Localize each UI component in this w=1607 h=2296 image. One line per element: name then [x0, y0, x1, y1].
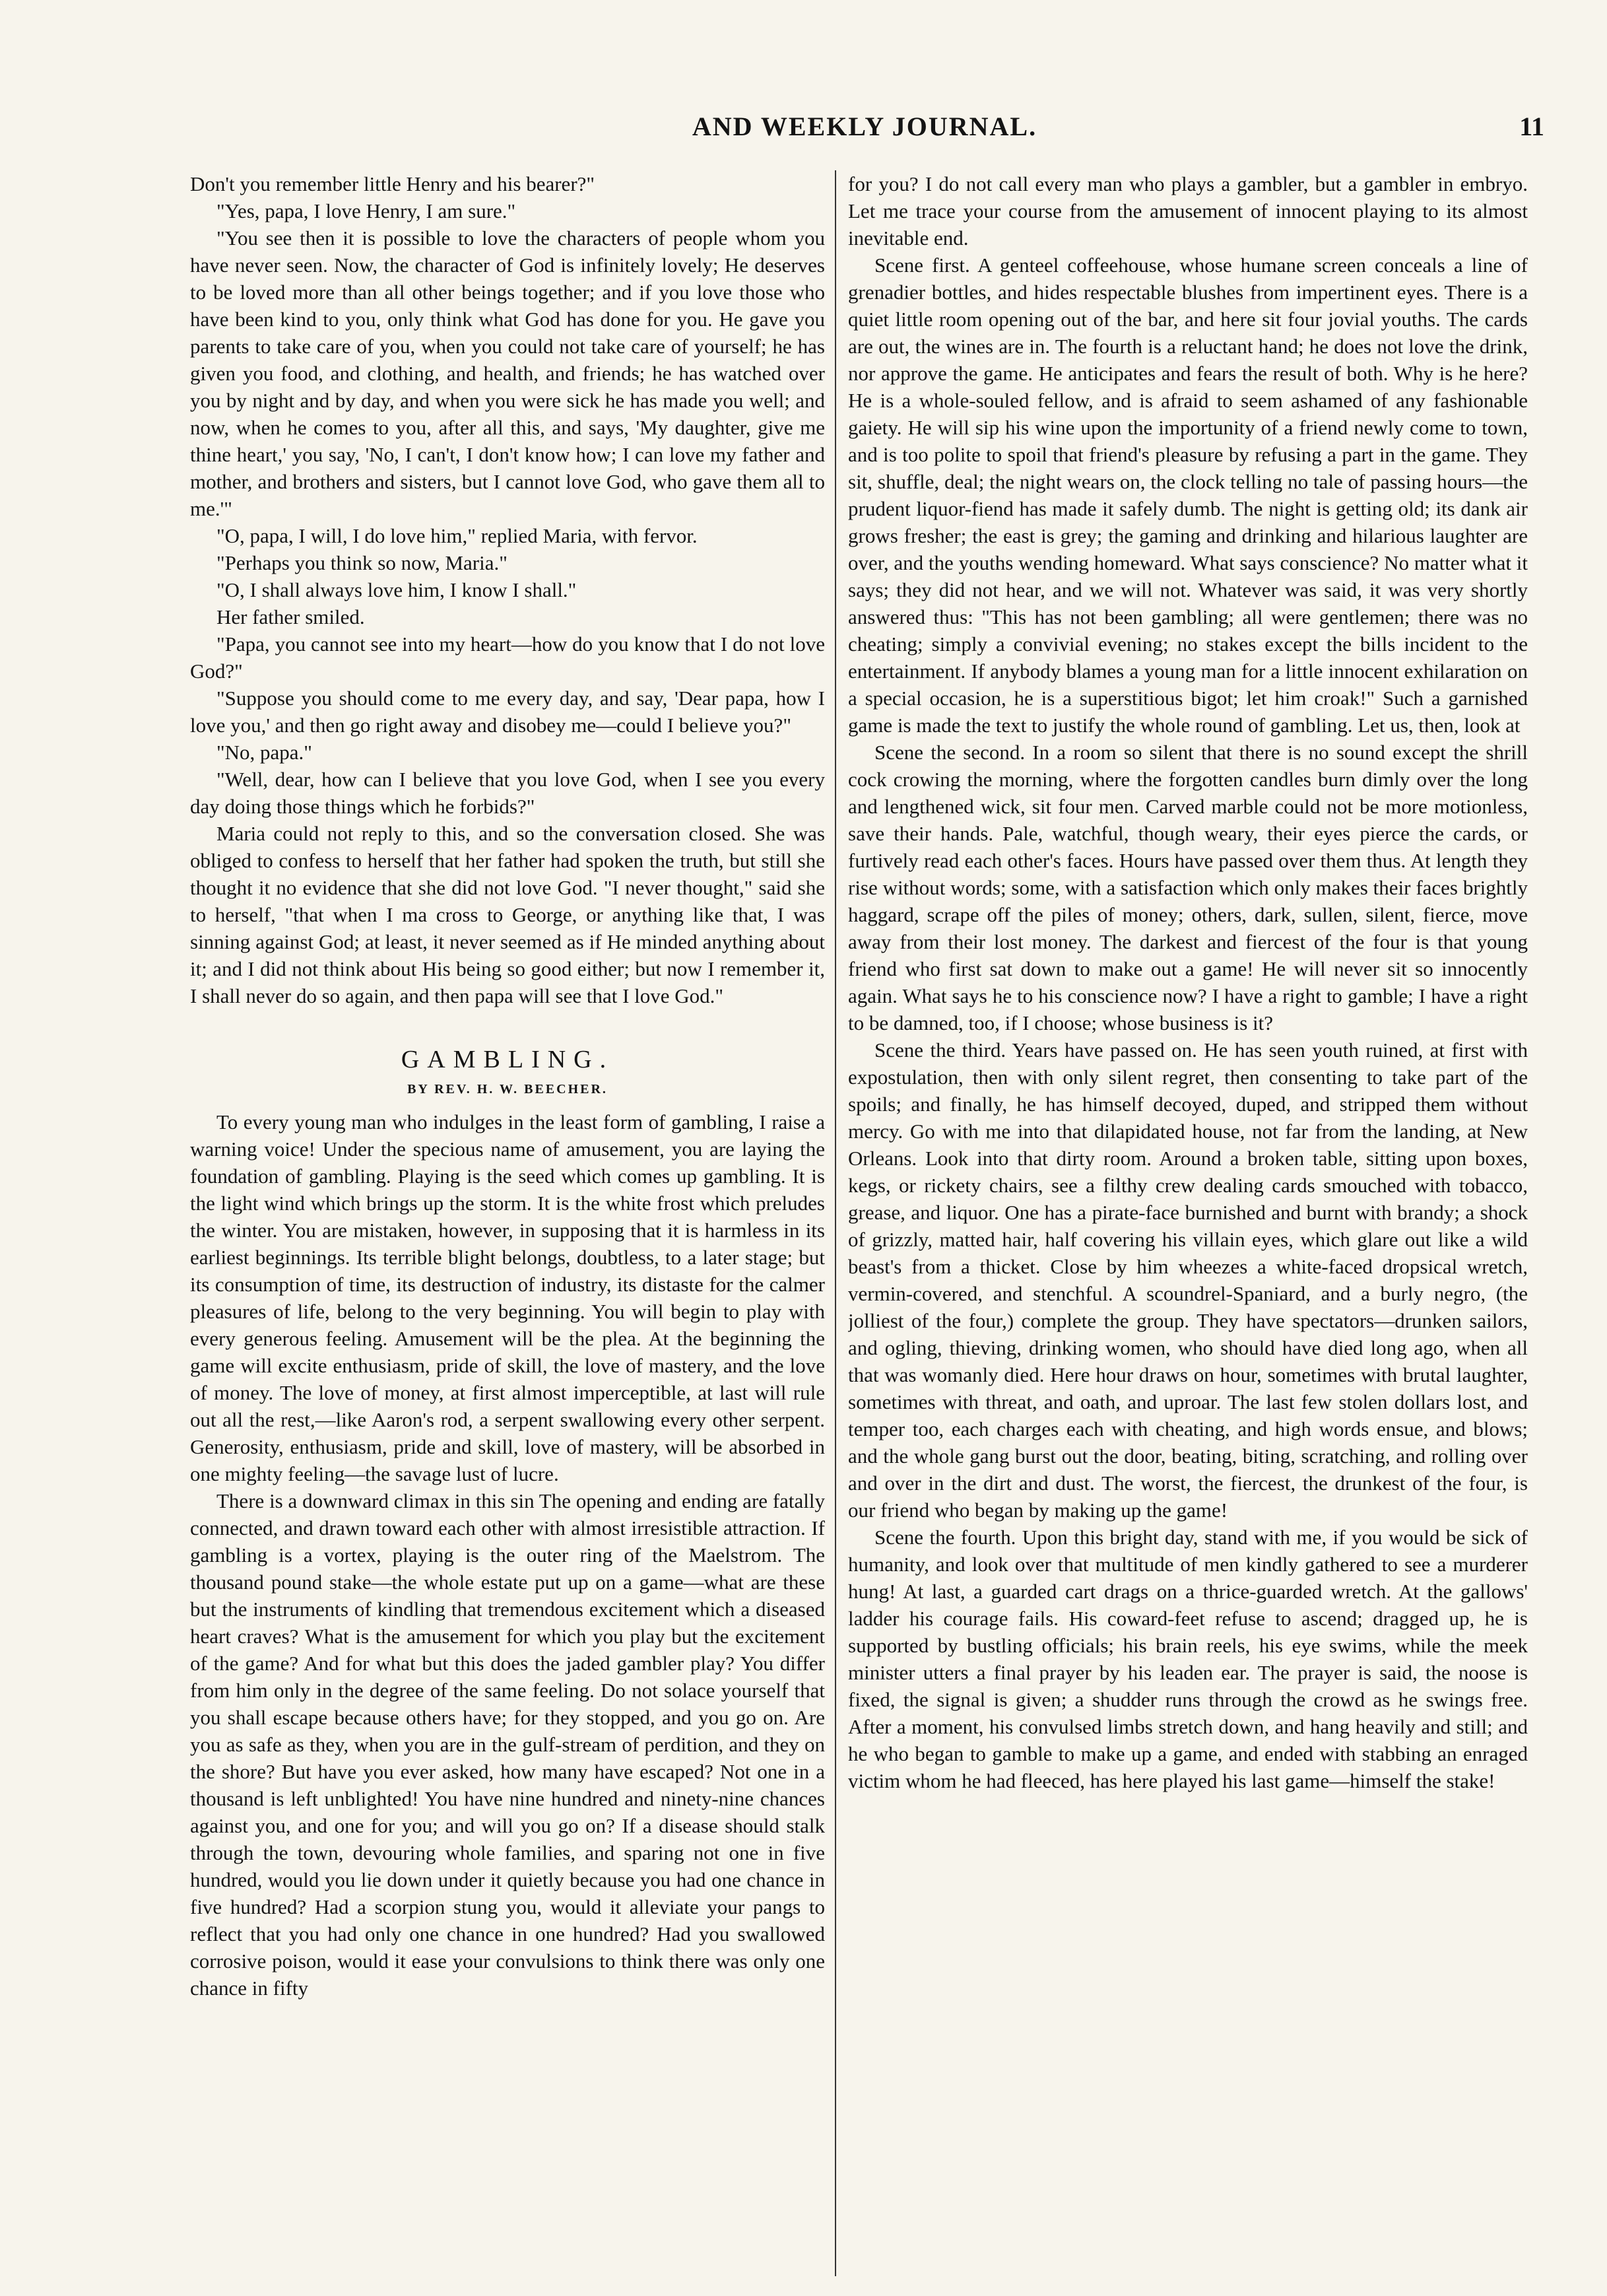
story-paragraph: "Suppose you should come to me every day, and say, 'Dear papa, how I love you,' and then go right away and disobey me—could I believe you?" — [190, 687, 825, 737]
article-title: GAMBLING. — [401, 1046, 614, 1073]
story-paragraph: "You see then it is possible to love the characters of people whom you have never seen. Now, the character of God is infinitely lovely; He deserves to be loved more than all other beings together; and if you love those who have been kind to you, only think what God has done for you. He gave you parents to take care of you, when you could not take care of yourself; he has given you food, and clothing, and health, and friends; he has watched over you by night and by day, and when you were sick he has made you well; and now, when he comes to you, after all this, and says, 'My daughter, give me thine heart,' you say, 'No, I can't, I don't know how; I can love my father and mother, and brothers and sisters, but I cannot love God, who gave them all to me.'" — [190, 226, 825, 520]
left-column — [190, 170, 825, 2250]
story-paragraph: Maria could not reply to this, and so the conversation closed. She was obliged to confess to herself that her father had spoken the truth, but still she thought it no evidence that she did not love God. "I never thought," said she to herself, "that when I ma cross to George, or anything like that, I was sinning against God; at least, it never seemed as if He minded anything about it; and I did not think about His being so good either; but now I remember it, I shall never do so again, and then papa will see that I love God." — [190, 822, 825, 1007]
article-paragraph: There is a downward climax in this sin The opening and ending are fatally connected, and drawn toward each other with almost irresistible attraction. If gambling is a vortex, playing is the outer ring of the Maelstrom. The thousand pound stake—the whole estate put up on a game—what are these but the instruments of kindling that tremendous excitement which a diseased heart craves? What is the amusement for which you play but the excitement of the game? And for what but this does the jaded gambler play? You differ from him only in the degree of the same feeling. Do not solace yourself that you shall escape because others have; for they stopped, and you go on. Are you as safe as they, when you are in the gulf-stream of perdition, and they on the shore? But have you ever asked, how many have escaped? Not one in a thousand is left unblighted! You have nine hundred and ninety-nine chances against you, and one for you; and will you go on? If a disease should stalk through the town, devouring whole families, and sparing not one in five hundred, would you lie down under it quietly because you had one chance in five hundred? Had a scorpion stung you, would it alleviate your pangs to reflect that you had only one chance in one hundred? Had you swallowed corrosive poison, would it ease your convulsions to think there was only one chance in fifty — [190, 1489, 825, 2000]
story-paragraph: Don't you remember little Henry and his bearer?" — [190, 172, 595, 195]
article-paragraph: Scene the second. In a room so silent that there is no sound except the shrill cock crowing the morning, where the forgotten candles burn dimly over the long and lengthened wick, sit four men. Carved marble could not be more motionless, save their hands. Pale, watchful, though weary, their eyes pierce the cards, or furtively read each other's faces. Hours have passed over them thus. At length they rise without words; some, with a satisfaction which only makes their faces brightly haggard, scrape off the piles of money; others, dark, sullen, silent, fierce, move away from their lost money. The darkest and fiercest of the four is that young friend who first sat down to make out a game! He will never sit so innocently again. What says he to his conscience now? I have a right to gamble; I have a right to be damned, too, if I choose; whose business is it? — [848, 741, 1528, 1034]
article-paragraph: for you? I do not call every man who plays a gambler, but a gambler in embryo. Let me trace your course from the amusement of innocent playing to its almost inevitable end. — [848, 172, 1528, 250]
article-byline: BY REV. H. W. BEECHER. — [407, 1082, 608, 1097]
column-rule — [835, 170, 836, 2276]
story-paragraph: "Papa, you cannot see into my heart—how do you know that I do not love God?" — [190, 632, 825, 683]
running-head: AND WEEKLY JOURNAL. — [692, 112, 1037, 141]
story-paragraph: "Perhaps you think so now, Maria." — [216, 551, 508, 574]
article-paragraph: Scene the fourth. Upon this bright day, stand with me, if you would be sick of humanity, and look over that multitude of men kindly gathered to see a murderer hung! At last, a guarded cart drags on a thrice-guarded wretch. At the gallows' ladder his courage fails. His coward-feet refuse to ascend; dragged up, he is supported by bustling officials; his brain reels, his eye swims, while the meek minister utters a final prayer by his leaden ear. The prayer is said, the noose is fixed, the signal is given; a shudder runs through the crowd as he swings free. After a moment, his convulsed limbs stretch down, and hang heavily and still; and he who began to gamble to make up a game, and ended with stabbing an enraged victim whom he had fleeced, has here played his last game—himself the stake! — [848, 1526, 1528, 1792]
story-paragraph: "O, papa, I will, I do love him," replied Maria, with fervor. — [216, 524, 698, 547]
article-paragraph: Scene the third. Years have passed on. He has seen youth ruined, at first with expostulation, then with only silent regret, then consenting to take part of the spoils; and finally, he has himself decoyed, duped, and stripped them without mercy. Go with me into that dilapidated house, not far from the landing, at New Orleans. Look into that dirty room. Around a broken table, sitting upon boxes, kegs, or rickety chairs, see a filthy crew dealing cards smouched with tobacco, grease, and liquor. One has a pirate-face burnished and burnt with brandy; a shock of grizzly, matted hair, half covering his villain eyes, which glare out like a wild beast's from a thicket. Close by him wheezes a white-faced dropsical wretch, vermin-covered, and stenchful. A scoundrel-Spaniard, and a burly negro, (the jolliest of the four,) complete the group. They have spectators—drunken sailors, and ogling, thieving, drinking women, who should have died long ago, when all that was womanly died. Here hour draws on hour, sometimes with brutal laughter, sometimes with threat, and oath, and uproar. The last few stolen dollars lost, and temper too, each charges each with cheating, and high words ensue, and blows; and the whole gang burst out the door, beating, biting, scratching, and rolling over and over in the dirt and dust. The worst, the fiercest, the drunkest of the four, is our friend who began by making up the game! — [848, 1038, 1528, 1522]
right-column — [848, 170, 1528, 2250]
article-paragraph: To every young man who indulges in the least form of gambling, I raise a warning voice! Under the specious name of amusement, you are laying the foundation of gambling. Playing is the seed which comes up gambling. It is the light wind which brings up the storm. It is the white frost which preludes the winter. You are mistaken, however, in supposing that it is harmless in its earliest beginnings. Its terrible blight belongs, doubtless, to a later stage; but its consumption of time, its destruction of industry, its distaste for the calmer pleasures of life, belong to the very beginning. You will begin to play with every generous feeling. Amusement will be the plea. At the beginning the game will excite enthusiasm, pride of skill, the love of mastery, and the love of money. The love of money, at first almost imperceptible, at last will rule out all the rest,—like Aaron's rod, a serpent swallowing every other serpent. Generosity, enthusiasm, pride and skill, love of mastery, will be absorbed in one mighty feeling—the savage lust of lucre. — [190, 1110, 825, 1485]
story-paragraph: Her father smiled. — [216, 605, 365, 628]
story-paragraph: "Yes, papa, I love Henry, I am sure." — [216, 199, 516, 222]
page-number: 11 — [1519, 112, 1544, 141]
story-paragraph: "Well, dear, how can I believe that you love God, when I see you every day doing those things which he forbids?" — [190, 768, 825, 818]
page-header — [185, 111, 1544, 157]
story-paragraph: "No, papa." — [216, 741, 312, 764]
article-paragraph: Scene first. A genteel coffeehouse, whose humane screen conceals a line of grenadier bottles, and hides respectable blushes from impertinent eyes. There is a quiet little room opening out of the bar, and here sit four jovial youths. The cards are out, the wines are in. The fourth is a reluctant hand; he does not love the drink, nor approve the game. He anticipates and fears the result of both. Why is he here? He is a whole-souled fellow, and is afraid to seem ashamed of any fashionable gaiety. He will sip his wine upon the importunity of a friend newly come to town, and is too polite to spoil that friend's pleasure by refusing a part in the game. They sit, shuffle, deal; the night wears on, the clock telling no tale of passing hours—the prudent liquor-fiend has made it safely dumb. The night is getting old; its dank air grows fresher; the east is grey; the gaming and drinking and hilarious laughter are over, and the youths wending homeward. What says conscience? No matter what it says; they did not hear, and we will not. Whatever was said, it was very shortly answered thus: "This has not been gambling; all were gentlemen; there was no cheating; simply a convivial evening; no stakes except the bills incident to the entertainment. If anybody blames a young man for a little innocent exhilaration on a special occasion, he is a superstitious bigot; let him croak!" Such a garnished game is made the text to justify the whole round of gambling. Let us, then, look at — [848, 253, 1528, 737]
story-paragraph: "O, I shall always love him, I know I shall." — [216, 578, 577, 601]
